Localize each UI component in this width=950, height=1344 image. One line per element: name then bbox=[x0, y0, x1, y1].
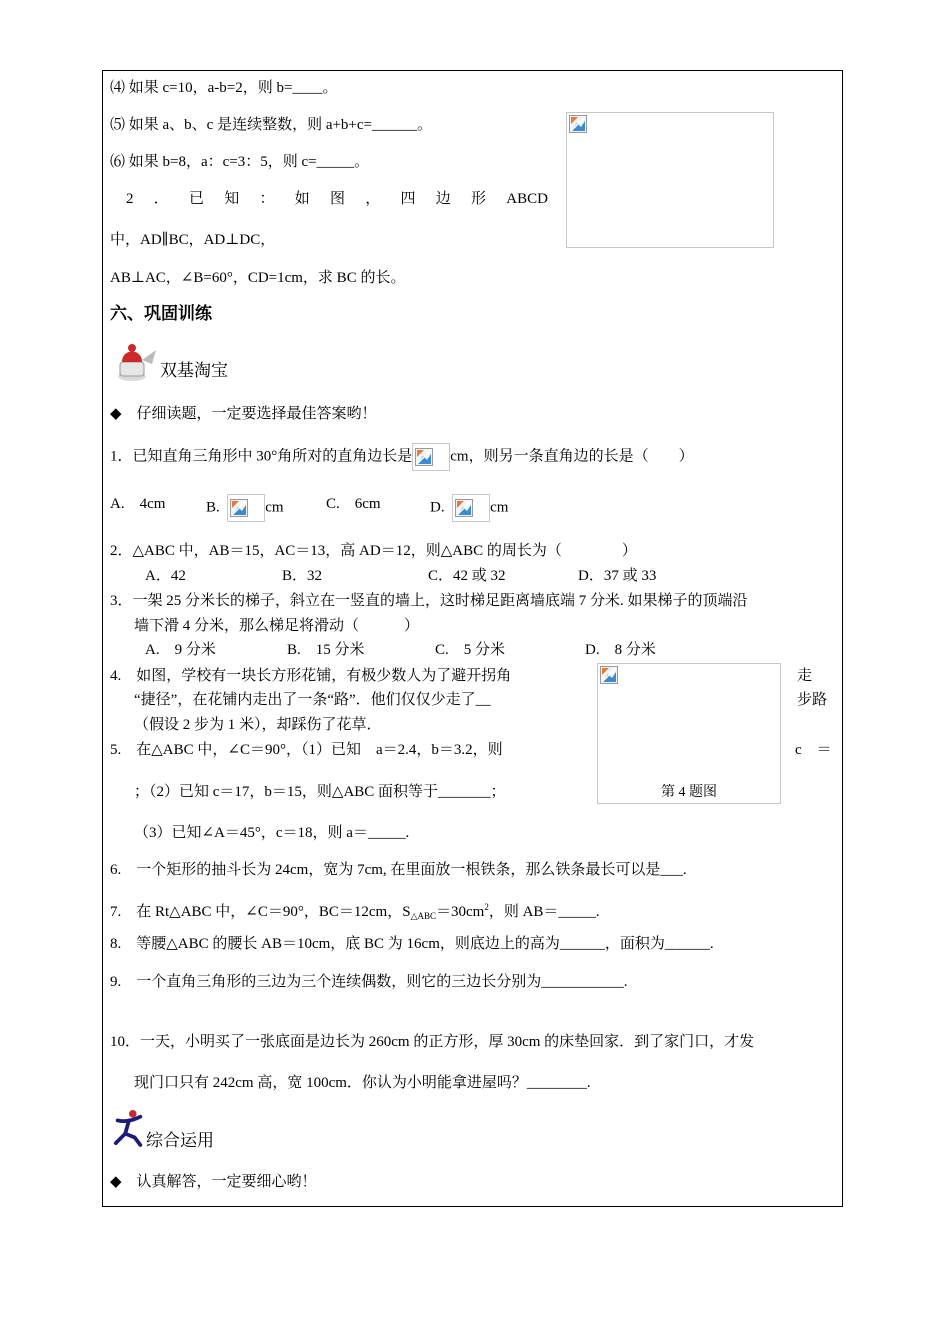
question-10-line-2: 现门口只有 242cm 高，宽 100cm．你认为小明能拿进屋吗？________. bbox=[134, 1075, 591, 1091]
hint-2: ◆ 认真解答，一定要细心哟！ bbox=[110, 1174, 317, 1190]
line-6: ⑹ 如果 b=8，a：c=3：5，则 c=_____。 bbox=[110, 154, 370, 170]
question-3-option-a: A. 9 分米 bbox=[145, 642, 216, 658]
question-4-line-1-right: 走 bbox=[797, 668, 813, 684]
question-3-option-d: D. 8 分米 bbox=[585, 642, 656, 658]
hint-1: ◆ 仔细读题，一定要选择最佳答案哟！ bbox=[110, 406, 377, 422]
section-7-title: 综合运用 bbox=[146, 1131, 214, 1151]
section-6-title: 六、巩固训练 bbox=[110, 304, 212, 324]
quadrilateral-figure-image bbox=[566, 112, 774, 248]
question-4-line-2-right: 步路 bbox=[797, 692, 828, 708]
figure-4-image bbox=[597, 663, 781, 804]
question-5-line-2: ；（2）已知 c＝17，b＝15，则△ABC 面积等于_______； bbox=[134, 784, 506, 800]
question-2: 2．△ABC 中，AB＝15，AC＝13，高 AD＝12，则△ABC 的周长为（ ） bbox=[110, 543, 637, 559]
line-5: ⑸ 如果 a、b、c 是连续整数，则 a+b+c=______。 bbox=[110, 117, 433, 133]
section-6-subtitle: 双基淘宝 bbox=[160, 361, 228, 381]
running-person-icon bbox=[112, 1108, 146, 1148]
option-d-image bbox=[452, 494, 490, 522]
question-3-option-c: C. 5 分米 bbox=[435, 642, 506, 658]
sqrt-image bbox=[412, 443, 450, 471]
broken-image-icon bbox=[230, 499, 248, 517]
problem-2-line-2: 中，AD∥BC，AD⊥DC， bbox=[110, 232, 276, 248]
question-2-option-c: C．42 或 32 bbox=[428, 568, 506, 584]
question-4-line-1: 4. 如图，学校有一块长方形花铺，有极少数人为了避开拐角 bbox=[110, 668, 512, 684]
question-2-option-a: A．42 bbox=[145, 568, 186, 584]
question-8: 8. 等腰△ABC 的腰长 AB＝10cm，底 BC 为 16cm，则底边上的高为______，面积为______. bbox=[110, 936, 714, 952]
question-4-line-3: （假设 2 步为 1 米），却踩伤了花草． bbox=[134, 717, 382, 733]
question-7: 7. 在 Rt△ABC 中，∠C＝90°，BC＝12cm，$S_{\triangle ABC}=30cm^2$，则 AB＝_____. bbox=[110, 902, 600, 921]
broken-image-icon bbox=[415, 448, 433, 466]
treasure-icon bbox=[112, 340, 158, 382]
question-9: 9. 一个直角三角形的三边为三个连续偶数，则它的三边长分别为___________. bbox=[110, 974, 628, 990]
line-4: ⑷ 如果 c=10，a-b=2，则 b=____。 bbox=[110, 80, 338, 96]
figure-4-caption: 第 4 题图 bbox=[661, 785, 717, 800]
question-4-line-2: “捷径”，在花铺内走出了一条“路”．他们仅仅少走了__ bbox=[134, 692, 491, 708]
question-3-option-b: B. 15 分米 bbox=[287, 642, 365, 658]
question-5-line-3: （3）已知∠A＝45°，c＝18，则 a＝_____. bbox=[134, 825, 410, 841]
question-5-line-1: 5. 在△ABC 中，∠C＝90°，（1）已知 a＝2.4，b＝3.2，则 bbox=[110, 742, 503, 758]
question-2-option-b: B．32 bbox=[282, 568, 323, 584]
option-b-image bbox=[227, 494, 265, 522]
question-1-option-a: A. 4cm bbox=[110, 496, 166, 512]
question-3-line-2: 墙下滑 4 分米，那么梯足将滑动（ ） bbox=[134, 618, 420, 634]
problem-2-line-3: AB⊥AC，∠B=60°，CD=1cm，求 BC 的长。 bbox=[110, 270, 406, 286]
broken-image-icon bbox=[455, 499, 473, 517]
problem-2-line-1: 2 ． 已 知 ： 如 图 ， 四 边 形 ABCD bbox=[126, 191, 548, 207]
broken-image-icon bbox=[600, 666, 618, 684]
question-1-option-d: D. cm bbox=[430, 494, 508, 522]
question-3-line-1: 3．一架 25 分米长的梯子，斜立在一竖直的墙上，这时梯足距离墙底端 7 分米. 如果梯子的顶端沿 bbox=[110, 593, 748, 609]
broken-image-icon bbox=[569, 115, 587, 133]
question-10-line-1: 10．一天，小明买了一张底面是边长为 260cm 的正方形，厚 30cm 的床垫回家．到了家门口，才发 bbox=[110, 1034, 755, 1050]
question-1-option-b: B. cm bbox=[206, 494, 284, 522]
question-6: 6. 一个矩形的抽斗长为 24cm，宽为 7cm, 在里面放一根铁条，那么铁条最长可以是___. bbox=[110, 862, 687, 878]
question-1: 1．已知直角三角形中 30°角所对的直角边长是 cm，则另一条直角边的长是（ ） bbox=[110, 443, 694, 471]
question-5-line-1-right: c ＝ bbox=[795, 742, 832, 758]
question-2-option-d: D．37 或 33 bbox=[578, 568, 657, 584]
question-1-option-c: C. 6cm bbox=[326, 496, 381, 512]
